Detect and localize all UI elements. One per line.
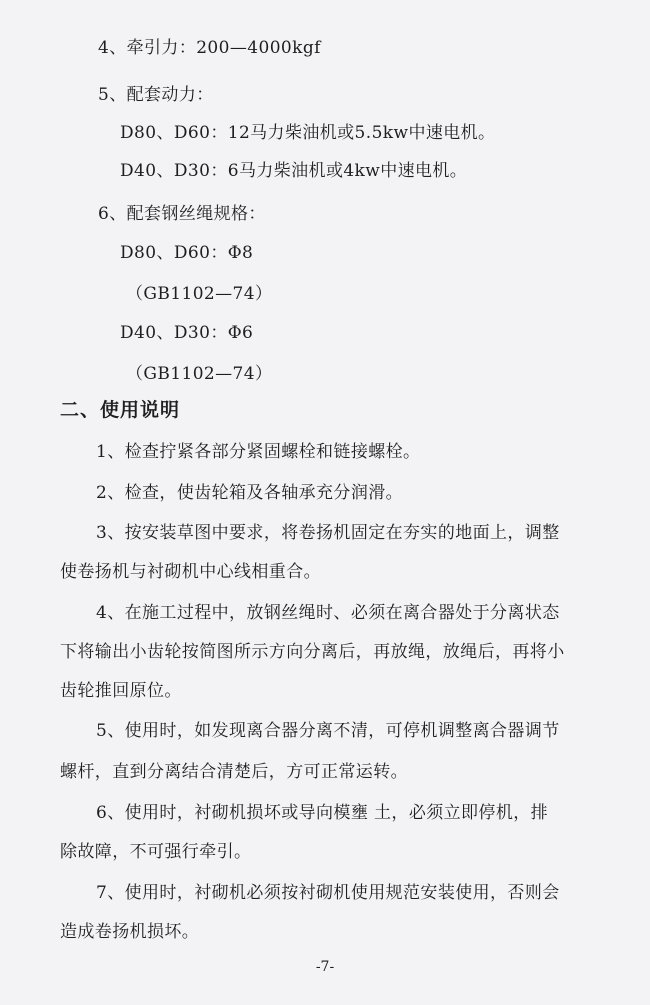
spec-traction: 4、牵引力：200—4000kgf (98, 38, 321, 58)
usage-item-5-line-2: 螺杆，直到分离结合清楚后，方可正常运转。 (60, 762, 408, 782)
usage-item-4-line-3: 齿轮推回原位。 (60, 681, 182, 701)
spec-rope-d80-d60: D80、D60：Φ8 (120, 243, 254, 263)
section-heading-usage: 二、使用说明 (60, 399, 181, 421)
usage-item-3-line-1: 3、按安装草图中要求，将卷扬机固定在夯实的地面上，调整 (96, 523, 560, 543)
usage-item-4-line-2: 下将输出小齿轮按简图所示方向分离后，再放绳，放绳后，再将小 (60, 642, 565, 662)
usage-item-3-line-2: 使卷扬机与衬砌机中心线相重合。 (60, 562, 321, 582)
spec-power-title: 5、配套动力： (98, 85, 214, 105)
usage-item-4-line-1: 4、在施工过程中，放钢丝绳时、必须在离合器处于分离状态 (96, 603, 560, 623)
usage-item-7-line-1: 7、使用时，衬砌机必须按衬砌机使用规范安装使用，否则会 (96, 883, 560, 903)
page-number: -7- (315, 959, 335, 975)
spec-rope-title: 6、配套钢丝绳规格： (98, 204, 266, 224)
spec-rope-d40-d30: D40、D30：Φ6 (120, 323, 254, 343)
usage-item-7-line-2: 造成卷扬机损坏。 (60, 922, 200, 942)
spec-rope-d40-d30-standard: （GB1102—74） (126, 364, 273, 384)
usage-item-6-line-1: 6、使用时，衬砌机损坏或导向模壅 土，必须立即停机，排 (96, 803, 549, 823)
usage-item-6-line-2: 除故障，不可强行牵引。 (60, 842, 252, 862)
spec-power-d40-d30: D40、D30：6马力柴油机或4kw中速电机。 (120, 161, 468, 181)
spec-rope-d80-d60-standard: （GB1102—74） (126, 284, 273, 304)
usage-item-1: 1、检查拧紧各部分紧固螺栓和链接螺栓。 (96, 442, 421, 462)
spec-power-d80-d60: D80、D60：12马力柴油机或5.5kw中速电机。 (120, 123, 496, 143)
usage-item-5-line-1: 5、使用时，如发现离合器分离不清，可停机调整离合器调节 (96, 721, 560, 741)
usage-item-2: 2、检查，使齿轮箱及各轴承充分润滑。 (96, 483, 404, 503)
